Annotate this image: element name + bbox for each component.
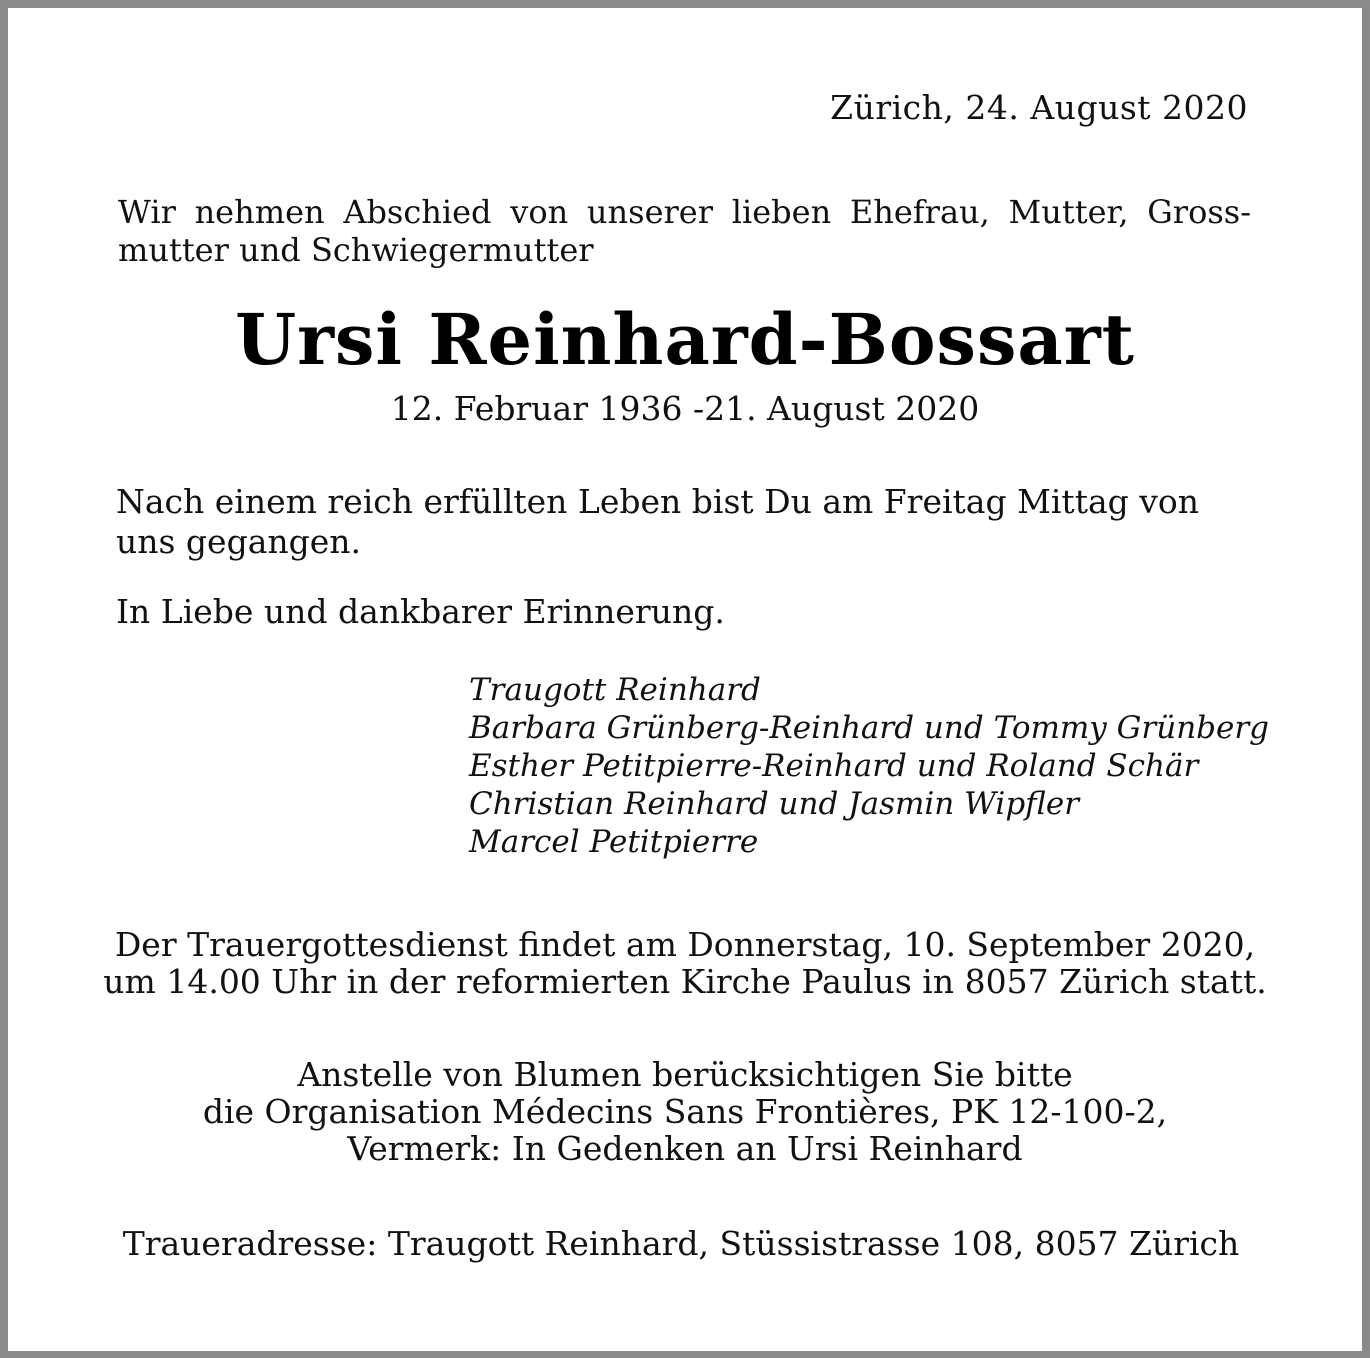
donation-info: [0, 1056, 1370, 1167]
donation-line: die Organisation Médecins Sans Frontières, PK 12-100-2,: [202, 1092, 1168, 1131]
memory-text: In Liebe und dankbarer Erinnerung.: [116, 592, 725, 631]
donation-line: Vermerk: In Gedenken an Ursi Reinhard: [347, 1129, 1023, 1168]
deceased-name: Ursi Reinhard-Bossart: [235, 298, 1135, 381]
donation-line: Anstelle von Blumen berücksichtigen Sie bitte: [297, 1055, 1073, 1094]
intro-line: mutter und Schwiegermutter: [118, 231, 594, 269]
mourning-address: Traueradresse: Traugott Reinhard, Stüssistrasse 108, 8057 Zürich: [122, 1224, 1240, 1263]
mourner-name: Traugott Reinhard: [469, 672, 761, 708]
intro-text: [118, 193, 1251, 269]
service-info: [0, 926, 1370, 1000]
mourner-name: Barbara Grünberg-Reinhard und Tommy Grünberg: [469, 710, 1270, 746]
mourner-name: Esther Petitpierre-Reinhard und Roland Schär: [469, 748, 1199, 784]
lifespan-dates: 12. Februar 1936 -21. August 2020: [390, 389, 980, 428]
service-line: Der Trauergottesdienst findet am Donnerstag, 10. September 2020,: [114, 925, 1256, 964]
mourners-list: [469, 671, 1269, 861]
mourner-name: Marcel Petitpierre: [469, 824, 759, 860]
intro-line: Wir nehmen Abschied von unserer lieben Ehefrau, Mutter, Gross-: [118, 193, 1251, 231]
service-line: um 14.00 Uhr in der reformierten Kirche Paulus in 8057 Zürich statt.: [103, 962, 1267, 1001]
place-date: Zürich, 24. August 2020: [830, 88, 1248, 127]
mourner-name: Christian Reinhard und Jasmin Wipfler: [469, 786, 1080, 822]
farewell-text: Nach einem reich erfüllten Leben bist Du am Freitag Mittag von uns gegangen.: [116, 482, 1200, 561]
